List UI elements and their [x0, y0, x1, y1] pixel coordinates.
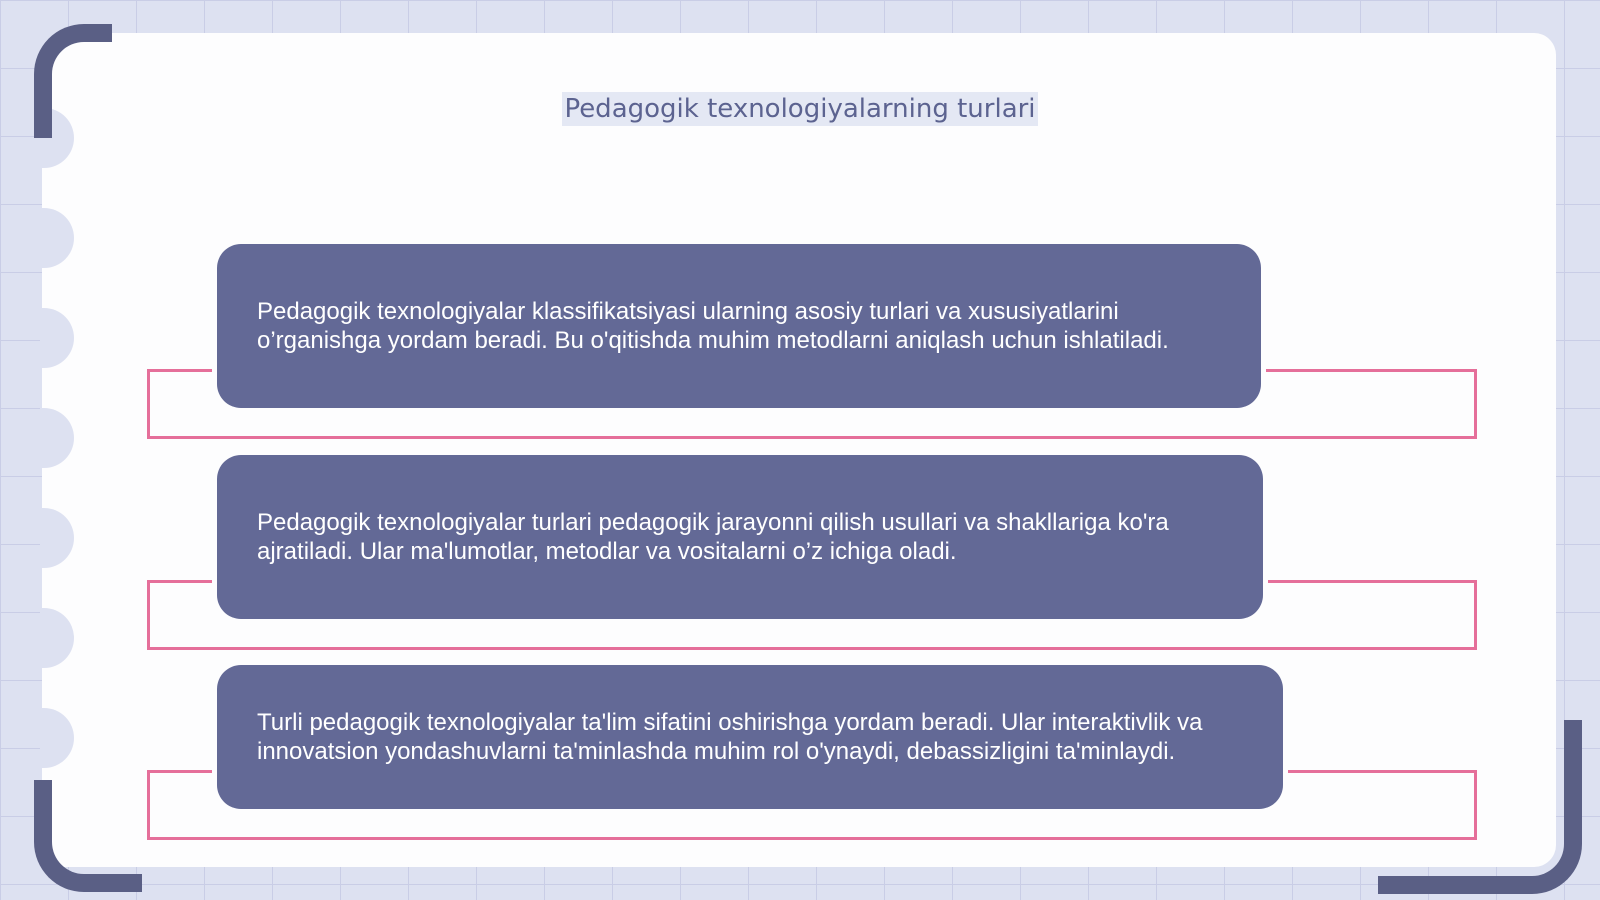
- info-card: [217, 244, 1261, 408]
- info-card-text: Pedagogik texnologiyalar klassifikatsiyasi ularning asosiy turlari va xususiyatlarini o’rganishga yordam beradi. Bu o'qitishda muhim metodlarni aniqlash uchun ishlatiladi.: [257, 298, 1169, 354]
- slide-title: [0, 94, 1600, 124]
- info-card: [217, 455, 1263, 619]
- info-card-text: Turli pedagogik texnologiyalar ta'lim sifatini oshirishga yordam beradi. Ular interaktivlik va innovatsion yondashuvlarni ta'minlashda muhim rol o'ynaydi, debassizligini ta'minlaydi.: [257, 709, 1203, 765]
- info-card: [217, 665, 1283, 809]
- slide-title-text: Pedagogik texnologiyalarning turlari: [564, 94, 1036, 124]
- info-card-text: Pedagogik texnologiyalar turlari pedagogik jarayonni qilish usullari va shakllariga ko'ra ajratiladi. Ular ma'lumotlar, metodlar va vositalarni o’z ichiga oladi.: [257, 509, 1169, 565]
- corner-bracket-bottom-left: [34, 780, 142, 892]
